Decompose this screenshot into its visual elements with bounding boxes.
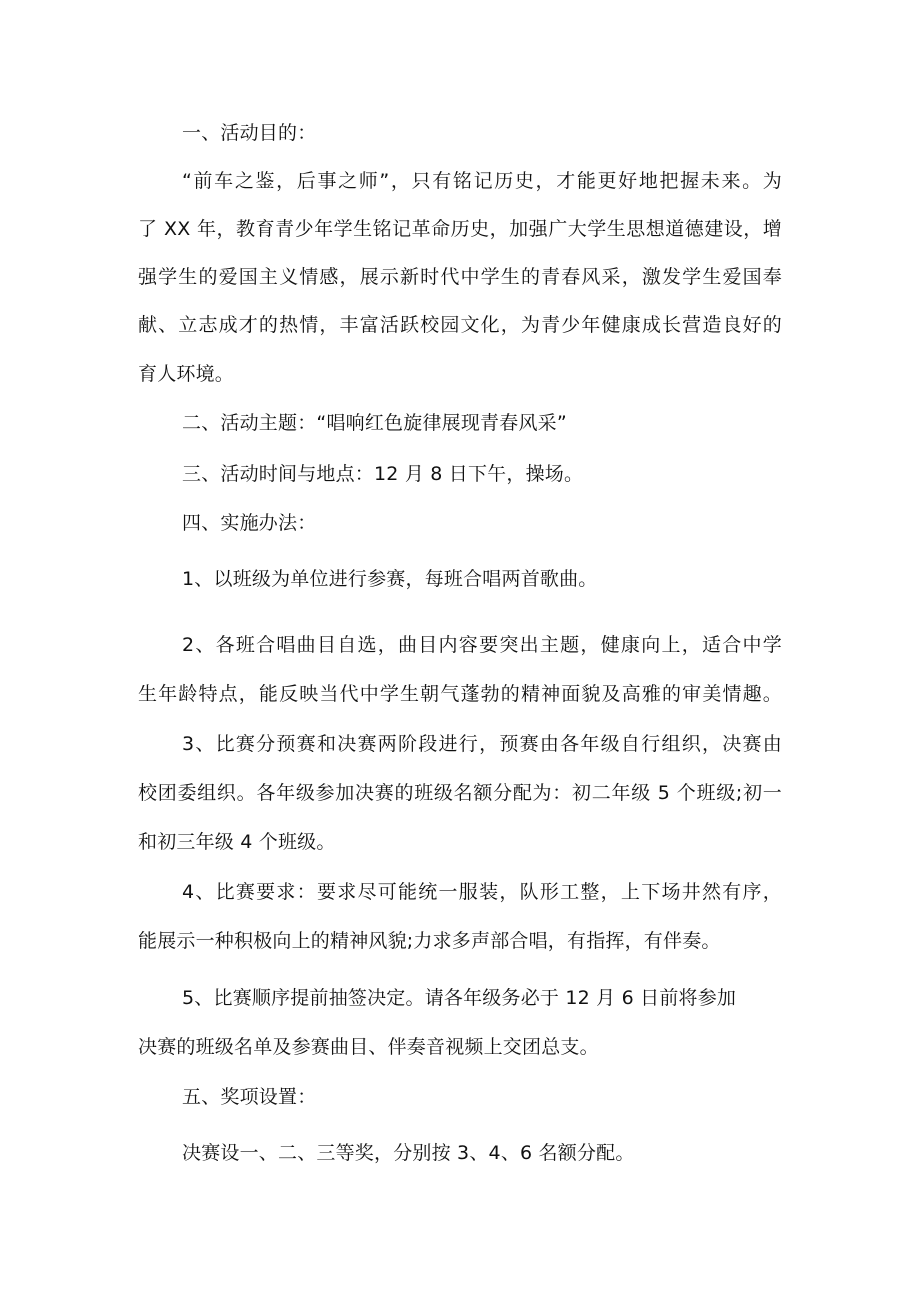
section-heading-purpose: 一、活动目的： — [182, 122, 317, 144]
purpose-line-5: 育人环境。 — [138, 363, 235, 385]
section-theme: 二、活动主题：“唱响红色旋律展现青春风采” — [182, 412, 567, 434]
method-item-3-line-3: 和初三年级 4 个班级。 — [138, 831, 336, 853]
method-item-4-line-1: 4、比赛要求：要求尽可能统一服装，队形工整，上下场井然有序， — [182, 881, 782, 903]
purpose-line-4: 献、立志成才的热情，丰富活跃校园文化，为青少年健康成长营造良好的 — [138, 314, 782, 336]
section-heading-methods: 四、实施办法： — [182, 512, 317, 534]
method-item-5-line-2: 决赛的班级名单及参赛曲目、伴奏音视频上交团总支。 — [138, 1036, 599, 1058]
method-item-2-line-1: 2、各班合唱曲目自选，曲目内容要突出主题，健康向上，适合中学 — [182, 634, 782, 656]
method-item-5-line-1: 5、比赛顺序提前抽签决定。请各年级务必于 12 月 6 日前将参加 — [182, 987, 737, 1009]
method-item-3-line-1: 3、比赛分预赛和决赛两阶段进行，预赛由各年级自行组织，决赛由 — [182, 733, 782, 755]
purpose-line-1: “前车之鉴，后事之师”，只有铭记历史，才能更好地把握未来。为 — [182, 170, 782, 192]
method-item-3-line-2: 校团委组织。各年级参加决赛的班级名额分配为：初二年级 5 个班级;初一 — [138, 782, 782, 804]
section-time-place: 三、活动时间与地点：12 月 8 日下午，操场。 — [182, 463, 584, 485]
awards-detail: 决赛设一、二、三等奖，分别按 3、4、6 名额分配。 — [182, 1142, 635, 1164]
purpose-line-2: 了 XX 年，教育青少年学生铭记革命历史，加强广大学生思想道德建设，增 — [138, 218, 782, 240]
method-item-4-line-2: 能展示一种积极向上的精神风貌;力求多声部合唱，有指挥，有伴奏。 — [138, 930, 721, 952]
method-item-2-line-2: 生年龄特点，能反映当代中学生朝气蓬勃的精神面貌及高雅的审美情趣。 — [138, 683, 782, 705]
method-item-1: 1、以班级为单位进行参赛，每班合唱两首歌曲。 — [182, 568, 598, 590]
purpose-line-3: 强学生的爱国主义情感，展示新时代中学生的青春风采，激发学生爱国奉 — [138, 266, 782, 288]
section-heading-awards: 五、奖项设置： — [182, 1086, 317, 1108]
